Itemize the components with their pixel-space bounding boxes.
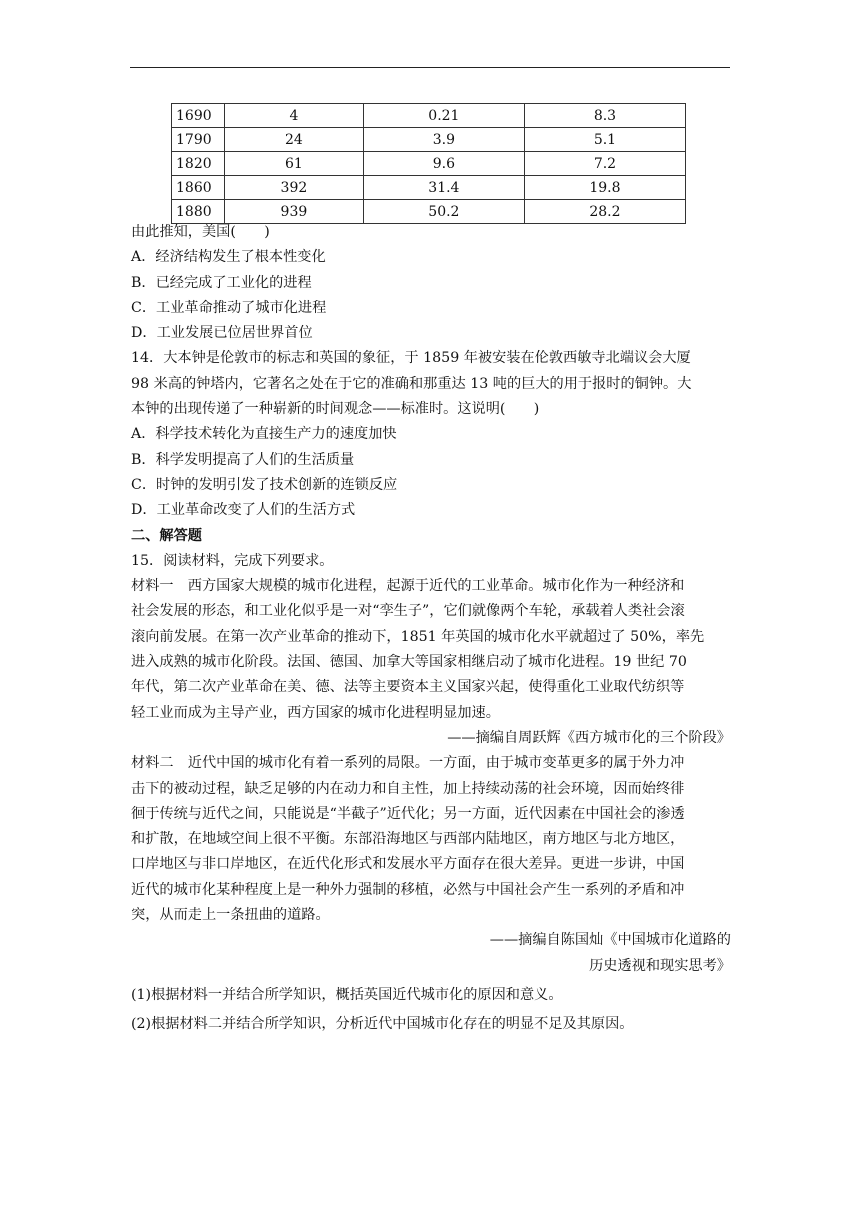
q14-stem-line: 98 米高的钟塔内，它著名之处在于它的准确和那重达 13 吨的巨大的用于报时的铜钟。大 [131,375,692,392]
table-cell: 1860 [172,176,225,200]
table-cell: 19.8 [524,176,685,200]
material2-line: 口岸地区与非口岸地区，在近代化形式和发展水平方面存在很大差异。更进一步讲，中国 [131,856,685,873]
q14-option-d: D．工业革命改变了人们的生活方式 [131,502,356,519]
table-cell: 1880 [172,200,225,224]
q13-stem: 由此推知，美国( ) [131,224,270,240]
material2-line: 徊于传统与近代之间，只能说是“半截子”近代化；另一方面，近代因素在中国社会的渗透 [131,805,685,822]
table-cell: 8.3 [524,104,685,128]
table-cell: 5.1 [524,128,685,152]
table-cell: 3.9 [363,128,524,152]
task-2: (2)根据材料二并结合所学知识，分析近代中国城市化存在的明显不足及其原因。 [131,1016,634,1033]
material1-source: ——摘编自周跃辉《西方城市化的三个阶段》 [447,729,731,746]
material1-line: 材料一 西方国家大规模的城市化进程，起源于近代的工业革命。城市化作为一种经济和 [131,578,685,595]
task-1: (1)根据材料一并结合所学知识，概括英国近代城市化的原因和意义。 [131,986,563,1003]
material1-line: 进入成熟的城市化阶段。法国、德国、加拿大等国家相继启动了城市化进程。19 世纪 70 [131,654,687,671]
table-cell: 24 [225,128,364,152]
q14-option-c: C．时钟的发明引发了技术创新的连锁反应 [131,476,398,493]
q14-stem-line: 本钟的出现传递了一种崭新的时间观念——标准时。这说明( ) [131,401,540,418]
q15-intro: 15．阅读材料，完成下列要求。 [131,552,334,569]
material1-line: 年代，第二次产业革命在美、德、法等主要资本主义国家兴起，使得重化工业取代纺织等 [131,679,685,696]
table-cell: 7.2 [524,152,685,176]
q14-option-a: A．科学技术转化为直接生产力的速度加快 [131,426,397,443]
material2-source-line2: 历史透视和现实思考》 [589,957,731,974]
data-table [171,103,686,224]
table-cell: 1820 [172,152,225,176]
table-cell: 28.2 [524,200,685,224]
q13-option-c: C．工业革命推动了城市化进程 [131,299,327,316]
header-rule [130,67,730,68]
material1-line: 滚向前发展。在第一次产业革命的推动下，1851 年英国的城市化水平就超过了 50%，率先 [131,628,705,645]
table-cell: 9.6 [363,152,524,176]
q14-stem-line: 14．大本钟是伦敦市的标志和英国的象征，于 1859 年被安装在伦敦西敏寺北端议会大厦 [131,350,691,367]
q13-option-d: D．工业发展已位居世界首位 [131,325,313,342]
q14-option-b: B．科学发明提高了人们的生活质量 [131,451,355,468]
table-cell: 939 [225,200,364,224]
material2-line: 和扩散，在地域空间上很不平衡。东部沿海地区与西部内陆地区，南方地区与北方地区， [131,831,685,848]
table-cell: 31.4 [363,176,524,200]
table-cell: 50.2 [363,200,524,224]
table-row [172,104,686,128]
section-heading: 二、解答题 [131,527,202,544]
material2-line: 击下的被动过程，缺乏足够的内在动力和自主性，加上持续动荡的社会环境，因而始终徘 [131,780,685,797]
material1-line: 轻工业而成为主导产业，西方国家的城市化进程明显加速。 [131,704,500,721]
q13-option-b: B．已经完成了工业化的进程 [131,274,312,291]
table-cell: 392 [225,176,364,200]
material2-source-line1: ——摘编自陈国灿《中国城市化道路的 [489,932,731,949]
page-content [131,220,731,1038]
table-cell: 61 [225,152,364,176]
table-cell: 4 [225,104,364,128]
table-cell: 0.21 [363,104,524,128]
table-row [172,128,686,152]
table-row [172,176,686,200]
table-cell: 1790 [172,128,225,152]
table-row [172,152,686,176]
material2-line: 突，从而走上一条扭曲的道路。 [131,907,330,924]
material2-line: 材料二 近代中国的城市化有着一系列的局限。一方面，由于城市变革更多的属于外力冲 [131,755,685,772]
q13-option-a: A．经济结构发生了根本性变化 [131,249,326,266]
material1-line: 社会发展的形态，和工业化似乎是一对“孪生子”，它们就像两个车轮，承载着人类社会滚 [131,603,685,620]
table-cell: 1690 [172,104,225,128]
material2-line: 近代的城市化某种程度上是一种外力强制的移植，必然与中国社会产生一系列的矛盾和冲 [131,881,685,898]
